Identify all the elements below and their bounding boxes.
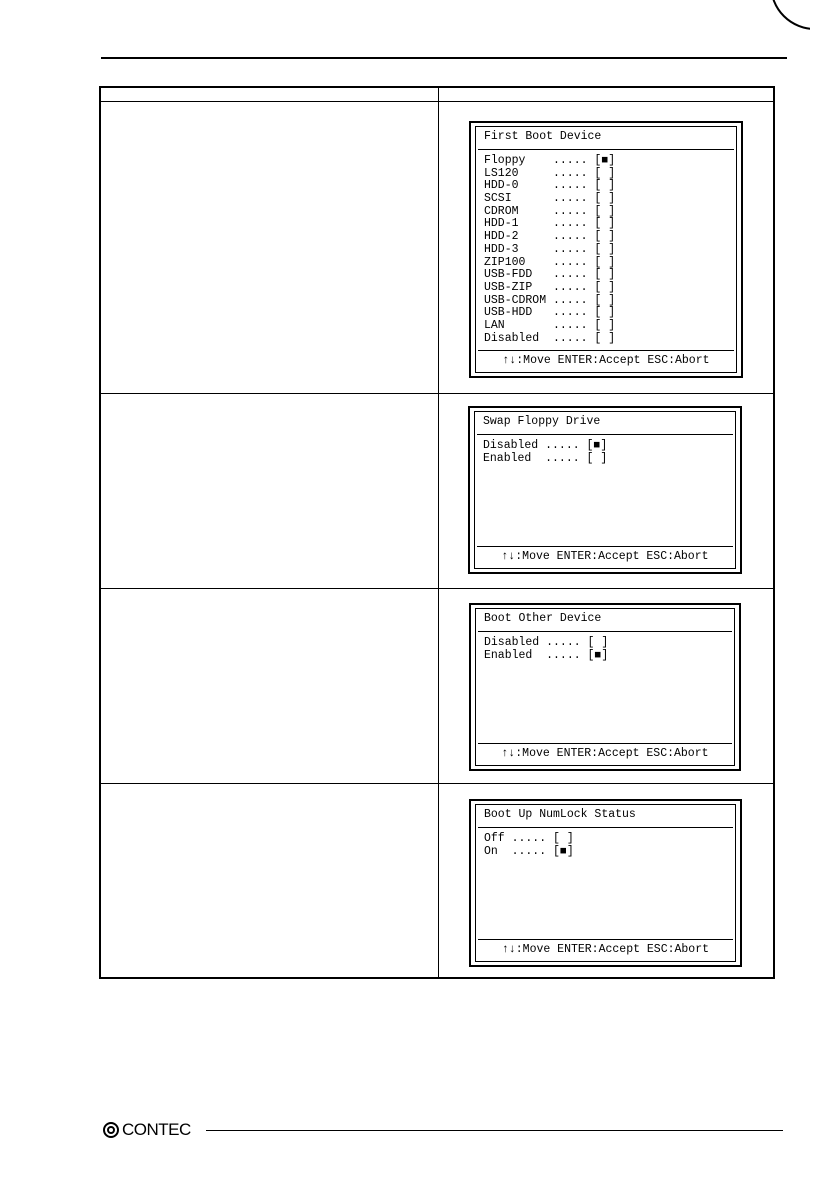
- bios-option-row[interactable]: [484, 846, 574, 859]
- bios-panel-first-boot-device: [469, 121, 743, 378]
- bios-title-separator: [478, 149, 734, 150]
- option-label: Off: [484, 832, 505, 845]
- option-dots: .....: [546, 648, 588, 662]
- checkbox-empty-icon[interactable]: [ ]: [594, 204, 616, 218]
- option-label: ZIP100: [484, 255, 526, 269]
- option-dots: .....: [553, 306, 595, 320]
- checkbox-empty-icon[interactable]: [ ]: [594, 318, 616, 332]
- bios-panel-frame: [475, 608, 735, 766]
- option-label: HDD-3: [484, 242, 519, 256]
- column-divider: [438, 88, 439, 977]
- checkbox-empty-icon[interactable]: [ ]: [594, 166, 616, 180]
- bios-title-separator: [478, 827, 733, 828]
- brand-name: CONTEC: [122, 1120, 191, 1139]
- bios-panel-footer: ↑↓:Move ENTER:Accept ESC:Abort: [501, 943, 710, 957]
- option-label: CDROM: [484, 204, 519, 218]
- bios-panel-footer: ↑↓:Move ENTER:Accept ESC:Abort: [501, 747, 709, 761]
- option-dots: .....: [553, 179, 595, 193]
- footer-rule: [206, 1130, 783, 1131]
- option-label: On: [484, 844, 498, 858]
- option-label: Floppy: [484, 154, 526, 167]
- header-row-divider: [101, 101, 773, 102]
- option-dots: .....: [553, 230, 595, 244]
- option-label: Enabled: [484, 648, 533, 662]
- option-label: Disabled: [484, 636, 540, 649]
- bios-title-separator: [477, 434, 733, 435]
- option-dots: .....: [553, 255, 595, 269]
- checkbox-empty-icon[interactable]: [ ]: [594, 230, 616, 244]
- option-dots: .....: [545, 439, 587, 452]
- bios-footer-separator: [478, 350, 734, 351]
- checkbox-empty-icon[interactable]: [ ]: [594, 242, 616, 256]
- checkbox-empty-icon[interactable]: [ ]: [594, 306, 616, 320]
- checkbox-checked-icon[interactable]: [■]: [553, 844, 574, 858]
- bios-option-list[interactable]: [483, 440, 607, 465]
- option-dots: .....: [553, 242, 595, 256]
- checkbox-empty-icon[interactable]: [ ]: [594, 331, 616, 345]
- bios-option-list[interactable]: [484, 155, 615, 345]
- checkbox-empty-icon[interactable]: [ ]: [594, 192, 616, 206]
- option-dots: .....: [553, 192, 595, 206]
- option-dots: .....: [511, 844, 554, 858]
- checkbox-empty-icon[interactable]: [ ]: [594, 255, 616, 269]
- bios-panel-frame: [475, 126, 737, 373]
- option-dots: .....: [553, 293, 595, 307]
- bios-option-list[interactable]: [484, 637, 608, 662]
- bios-title-separator: [478, 631, 732, 632]
- option-dots: .....: [553, 331, 595, 345]
- checkbox-empty-icon[interactable]: [ ]: [594, 280, 616, 294]
- bios-panel-boot-other-device: [469, 603, 741, 771]
- bios-panel-footer: ↑↓:Move ENTER:Accept ESC:Abort: [501, 550, 709, 564]
- checkbox-empty-icon[interactable]: [ ]: [553, 832, 574, 845]
- option-label: USB-ZIP: [484, 280, 533, 294]
- option-label: USB-HDD: [484, 306, 533, 320]
- corner-mask: [810, 0, 840, 80]
- option-dots: .....: [553, 204, 595, 218]
- option-label: LS120: [484, 166, 519, 180]
- bios-panel-swap-floppy-drive: [468, 406, 742, 574]
- option-label: HDD-2: [484, 230, 519, 244]
- option-label: HDD-0: [484, 179, 519, 193]
- bios-footer-separator: [478, 939, 733, 940]
- option-label: LAN: [484, 318, 505, 332]
- option-label: USB-FDD: [484, 268, 533, 282]
- option-dots: .....: [553, 268, 595, 282]
- bios-panel-title: First Boot Device: [484, 130, 602, 143]
- row-divider: [101, 393, 773, 394]
- checkbox-empty-icon[interactable]: [ ]: [594, 293, 616, 307]
- option-label: Enabled: [483, 451, 532, 465]
- contec-logo: [103, 1120, 191, 1140]
- row-divider: [101, 588, 773, 589]
- option-dots: .....: [553, 154, 595, 167]
- option-dots: .....: [545, 451, 587, 465]
- option-label: Disabled: [484, 331, 540, 345]
- option-label: SCSI: [484, 192, 512, 206]
- option-dots: .....: [553, 318, 595, 332]
- bios-panel-boot-up-numlock-status: [469, 799, 742, 967]
- option-dots: .....: [546, 636, 588, 649]
- option-dots: .....: [553, 280, 595, 294]
- option-label: HDD-1: [484, 217, 519, 231]
- option-dots: .....: [511, 832, 554, 845]
- option-dots: .....: [553, 217, 595, 231]
- bios-panel-title: Boot Up NumLock Status: [484, 808, 636, 821]
- option-label: USB-CDROM: [484, 293, 547, 307]
- checkbox-empty-icon[interactable]: [ ]: [586, 451, 608, 465]
- option-dots: .....: [553, 166, 595, 180]
- bios-panel-title: Swap Floppy Drive: [483, 415, 601, 428]
- checkbox-checked-icon[interactable]: [■]: [587, 648, 609, 662]
- contec-logo-icon: [103, 1122, 119, 1138]
- header-rule: [101, 57, 787, 59]
- row-divider: [101, 783, 773, 784]
- option-label: Disabled: [483, 439, 539, 452]
- bios-footer-separator: [478, 743, 732, 744]
- bios-panel-footer: ↑↓:Move ENTER:Accept ESC:Abort: [502, 354, 710, 368]
- checkbox-empty-icon[interactable]: [ ]: [594, 268, 616, 282]
- checkbox-checked-icon[interactable]: [■]: [586, 439, 608, 452]
- bios-footer-separator: [477, 546, 733, 547]
- bios-option-list[interactable]: [484, 833, 574, 858]
- bios-option-row[interactable]: [483, 453, 607, 466]
- checkbox-checked-icon[interactable]: [■]: [594, 154, 616, 167]
- checkbox-empty-icon[interactable]: [ ]: [594, 217, 616, 231]
- bios-option-row[interactable]: [484, 650, 608, 663]
- bios-panel-frame: [474, 411, 736, 569]
- checkbox-empty-icon[interactable]: [ ]: [587, 636, 609, 649]
- bios-panel-title: Boot Other Device: [484, 612, 602, 625]
- checkbox-empty-icon[interactable]: [ ]: [594, 179, 616, 193]
- bios-panel-frame: [475, 804, 736, 962]
- bios-option-row[interactable]: [484, 333, 615, 346]
